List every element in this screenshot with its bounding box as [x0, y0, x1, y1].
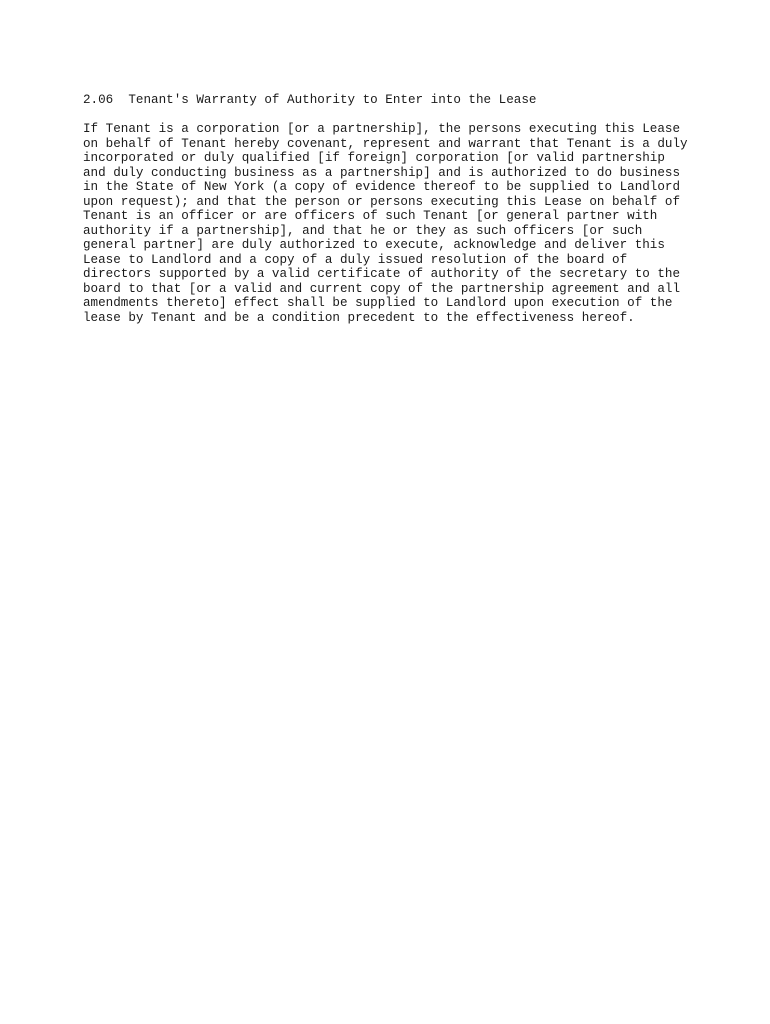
document-body [83, 93, 723, 325]
paragraph-line: directors supported by a valid certificate of authority of the secretary to the [83, 267, 681, 281]
section-paragraph [83, 122, 723, 325]
paragraph-line: If Tenant is a corporation [or a partnership], the persons executing this Lease [83, 122, 681, 136]
paragraph-line: in the State of New York (a copy of evidence thereof to be supplied to Landlord [83, 180, 681, 194]
paragraph-line: and duly conducting business as a partnership] and is authorized to do business [83, 165, 681, 180]
paragraph-line: Tenant is an officer or are officers of such Tenant [or general partner with [83, 209, 658, 223]
paragraph-line: lease by Tenant and be a condition precedent to the effectiveness hereof. [83, 310, 635, 325]
paragraph-line: general partner] are duly authorized to execute, acknowledge and deliver this [83, 238, 665, 252]
section-heading: 2.06 Tenant's Warranty of Authority to Enter into the Lease [83, 93, 537, 107]
paragraph-line: amendments thereto] effect shall be supplied to Landlord upon execution of the [83, 296, 673, 310]
paragraph-line: board to that [or a valid and current copy of the partnership agreement and all [83, 281, 681, 296]
paragraph-line: upon request); and that the person or persons executing this Lease on behalf of [83, 194, 681, 209]
paragraph-line: incorporated or duly qualified [if foreign] corporation [or valid partnership [83, 151, 665, 165]
paragraph-line: on behalf of Tenant hereby covenant, represent and warrant that Tenant is a duly [83, 136, 688, 151]
paragraph-line: Lease to Landlord and a copy of a duly issued resolution of the board of [83, 252, 628, 267]
paragraph-line: authority if a partnership], and that he or they as such officers [or such [83, 223, 643, 238]
